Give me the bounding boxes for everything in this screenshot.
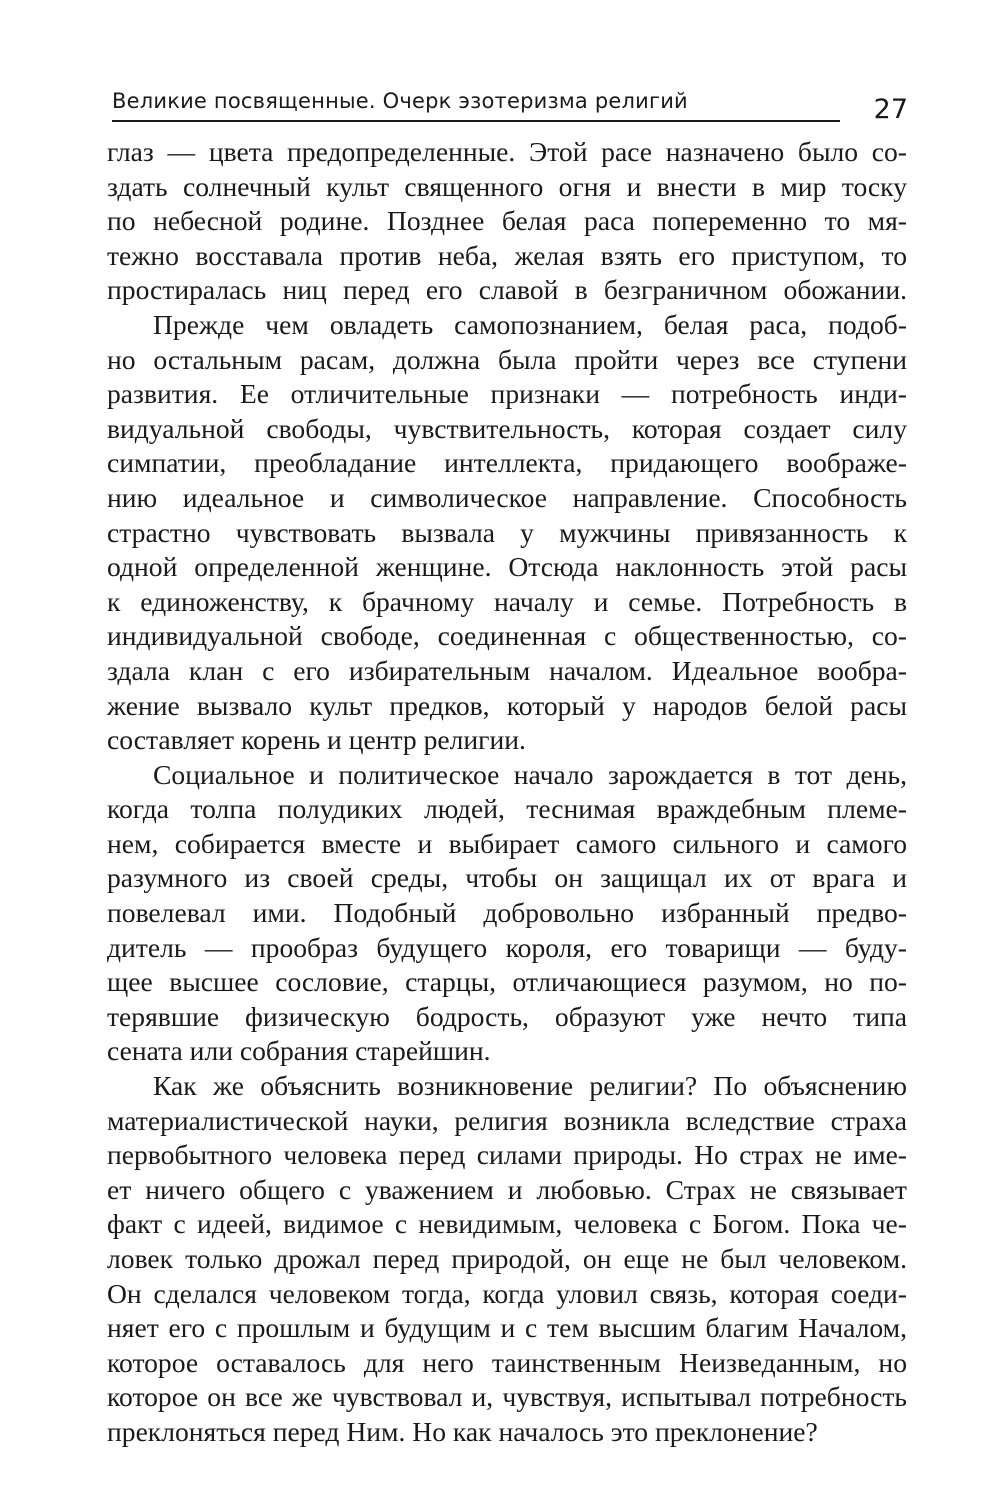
running-header-title: Великие посвященные. Очерк эзотеризма религий — [112, 86, 840, 122]
text-line: индивидуальной свободе, соединенная с общественностью, со- — [107, 620, 907, 652]
text-line: глаз — цвета предопределенные. Этой расе назначено было со- — [107, 136, 907, 167]
text-line: страстно чувствовать вызвала у мужчины привязанность к — [107, 516, 907, 548]
text-line: когда толпа полудиких людей, теснимая враждебным племе- — [107, 793, 907, 825]
text-line: ловек только дрожал перед природой, он еще не был человеком. — [107, 1243, 907, 1274]
text-line: Он сделался человеком тогда, когда уловил связь, которая соеди- — [107, 1277, 907, 1309]
text-line: щее высшее сословие, старцы, отличающиеся разумом, но по- — [107, 966, 907, 998]
paragraph — [107, 308, 907, 758]
text-line: к единоженству, к брачному началу и семье. Потребность в — [107, 585, 907, 617]
text-line: разумного из своей среды, чтобы он защищал их от врага и — [107, 862, 907, 894]
text-line: преклоняться перед Ним. Но как началось это преклонение? — [107, 1415, 818, 1447]
text-line: видуальной свободы, чувствительность, которая создает силу — [107, 412, 907, 444]
text-line: сената или собрания старейшин. — [107, 1035, 491, 1067]
text-line: ет ничего общего с уважением и любовью. Страх не связывает — [107, 1173, 907, 1205]
text-line: няет его с прошлым и будущим и с тем высшим благим Началом, — [107, 1312, 907, 1344]
text-line: здала клан с его избирательным началом. Идеальное вообра- — [107, 654, 907, 686]
text-line: первобытного человека перед силами природы. Но страх не име- — [107, 1139, 907, 1171]
text-line: факт с идеей, видимое с невидимым, человека с Богом. Пока че- — [107, 1208, 907, 1240]
text-line: по небесной родине. Позднее белая раса попеременно то мя- — [107, 205, 907, 237]
text-line: простиралась ниц перед его славой в безграничном обожании. — [107, 274, 907, 306]
text-line: составляет корень и центр религии. — [107, 724, 526, 756]
text-line: материалистической науки, религия возникла вследствие страха — [107, 1104, 907, 1136]
text-line: повелевал ими. Подобный добровольно избранный предво- — [107, 897, 907, 929]
paragraph — [107, 1069, 907, 1450]
text-line: жение вызвало культ предков, который у народов белой расы — [107, 689, 907, 721]
text-line: дитель — прообраз будущего короля, его товарищи — буду- — [107, 931, 907, 963]
text-line: которое оставалось для него таинственным Неизведанным, но — [107, 1346, 907, 1378]
text-line: которое он все же чувствовал и, чувствуя, испытывал потребность — [107, 1381, 907, 1413]
page-number: 27 — [873, 94, 908, 125]
text-line: тежно восставала против неба, желая взять его приступом, то — [107, 239, 907, 271]
paragraph — [107, 135, 907, 308]
text-line: Прежде чем овладеть самопознанием, белая раса, подоб- — [153, 308, 907, 340]
text-line: одной определенной женщине. Отсюда наклонность этой расы — [107, 551, 907, 583]
paragraph — [107, 758, 907, 1069]
body-text — [107, 135, 907, 1450]
text-line: нию идеальное и символическое направление. Способность — [107, 481, 907, 513]
text-line: развития. Ее отличительные признаки — потребность инди- — [107, 378, 907, 410]
text-line: но остальным расам, должна была пройти через все ступени — [107, 343, 907, 375]
text-line: Социальное и политическое начало зарождается в тот день, — [153, 758, 907, 790]
text-line: терявшие физическую бодрость, образуют уже нечто типа — [107, 1000, 907, 1032]
text-line: здать солнечный культ священного огня и внести в мир тоску — [107, 170, 907, 202]
text-line: Как же объяснить возникновение религии? По объяснению — [153, 1070, 907, 1102]
text-line: нем, собирается вместе и выбирает самого сильного и самого — [107, 827, 907, 859]
text-line: симпатии, преобладание интеллекта, придающего воображе- — [107, 447, 907, 479]
